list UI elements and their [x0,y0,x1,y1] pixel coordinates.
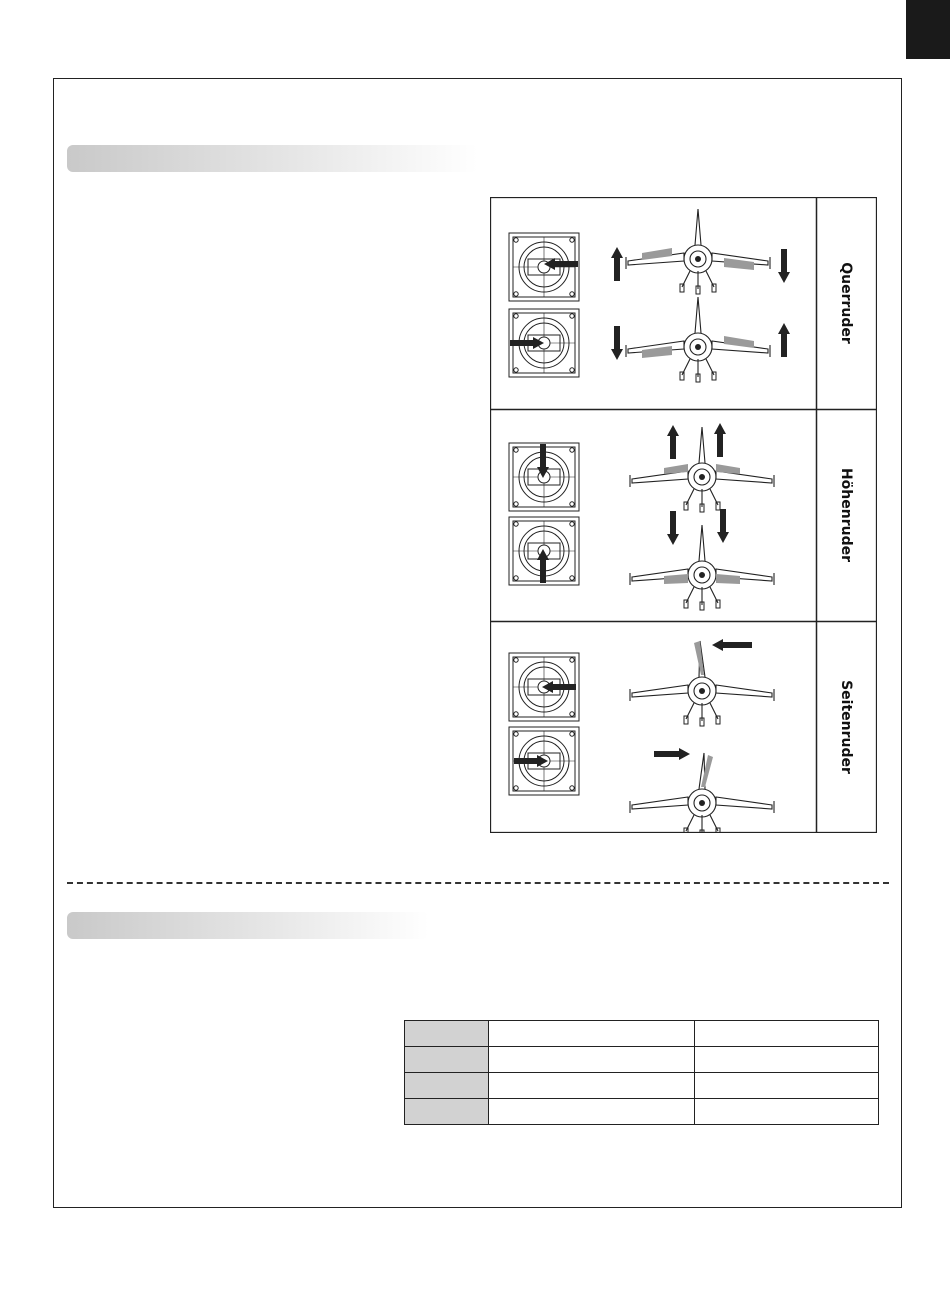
table-cell [405,1073,489,1099]
elevator-label: Höhenruder [838,467,854,563]
page-corner-tab [906,0,950,59]
arrow-elevator-down-left [667,511,679,545]
section-header-bar-controls [67,145,478,172]
arrow-rudder-left [712,639,752,651]
table-cell [405,1099,489,1125]
arrow-aileron-up-right [778,323,790,357]
table-cell [695,1073,879,1099]
arrow-aileron-down-right [778,249,790,283]
aileron-label: Querruder [838,262,854,344]
arrow-elevator-down-right [717,509,729,543]
plane-aileron-2 [626,297,770,382]
table-cell [405,1047,489,1073]
table-row [405,1073,879,1099]
arrow-rudder-right [654,748,690,760]
table-cell [695,1047,879,1073]
table-cell [695,1021,879,1047]
plane-aileron-1 [626,209,770,294]
table-cell [489,1047,695,1073]
table-cell [489,1021,695,1047]
table-row [405,1021,879,1047]
rudder-label: Seitenruder [838,680,854,774]
plane-rudder-right [630,753,774,833]
settings-table [404,1020,879,1125]
arrow-elevator-up-left [667,425,679,459]
arrow-aileron-down-left [611,326,623,360]
arrow-elevator-up-right [714,423,726,457]
table-row [405,1047,879,1073]
section-header-bar-settings [67,912,429,939]
table-cell [489,1099,695,1125]
plane-elevator-down [630,525,774,610]
section-divider [67,882,889,884]
table-cell [405,1021,489,1047]
arrow-aileron-up-left [611,247,623,281]
table-cell [695,1099,879,1125]
table-cell [489,1073,695,1099]
control-surface-diagram [490,197,877,833]
plane-elevator-up [630,427,774,512]
plane-rudder-left [630,641,774,726]
table-row [405,1099,879,1125]
arrow-stick-right [510,337,544,349]
